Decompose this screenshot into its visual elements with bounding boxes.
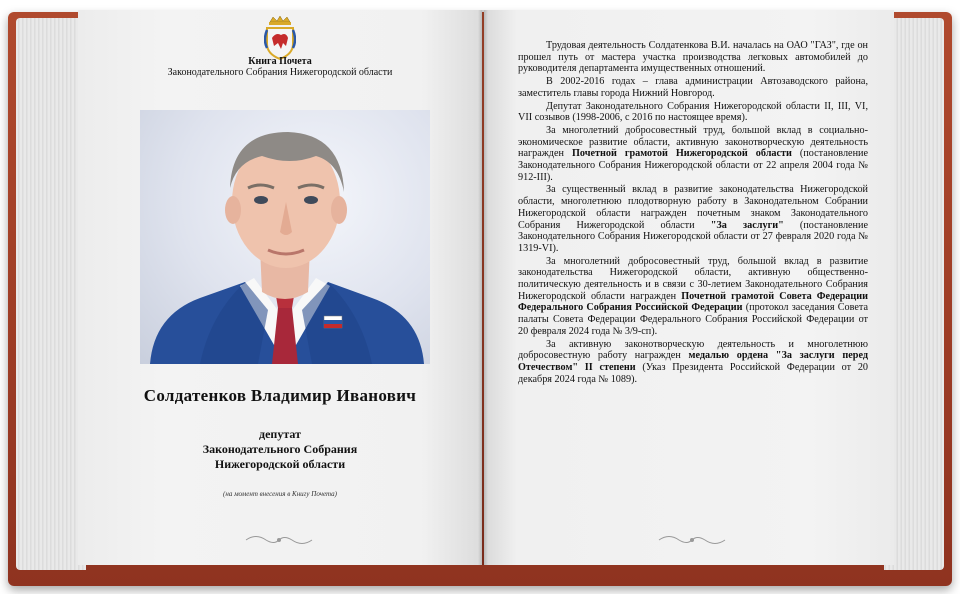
bio-paragraph bbox=[518, 256, 868, 338]
decorative-flourish-icon bbox=[244, 533, 314, 547]
bio-paragraph: В 2002-2016 годах – глава администрации Автозаводского района, заместитель главы города Нижний Новгород. bbox=[518, 76, 868, 99]
bio-paragraph: Депутат Законодательного Собрания Нижегородской области II, III, VI, VII созывов (1998-2006, с 2016 по настоящее время). bbox=[518, 100, 868, 124]
bio-paragraph: Трудовая деятельность Солдатенкова В.И. началась на ОАО "ГАЗ", где он прошел путь от мастера участка производства легковых автомобилей до руководителя департамента имущественных отношений. bbox=[518, 40, 868, 75]
position-title: депутат bbox=[259, 427, 301, 441]
portrait-illustration bbox=[140, 110, 430, 364]
award-name: медалью ордена "За заслуги перед Отечеством" II степени bbox=[518, 350, 868, 373]
coat-of-arms-icon bbox=[264, 16, 296, 60]
position-region: Нижегородской области bbox=[214, 457, 346, 471]
bio-paragraph bbox=[518, 125, 868, 184]
position-organization: Законодательного Собрания bbox=[202, 442, 358, 456]
biography-text bbox=[518, 40, 868, 386]
bio-text: (постановление Законодательного Собрания Нижегородской области от 27 февраля 2020 года № 1319-VI). bbox=[518, 219, 868, 254]
bio-text: За многолетний добросовестный труд, большой вклад в развитие законодательства Нижегородской области, активную общественно-политическую деятельность и в связи с 30-летием Законодательного Собрания Нижегородской области награжден bbox=[518, 255, 868, 302]
left-page bbox=[78, 10, 482, 565]
right-page bbox=[484, 10, 894, 565]
bio-paragraph bbox=[518, 339, 868, 386]
book-spine-shadow bbox=[478, 10, 488, 565]
bio-paragraph bbox=[518, 184, 868, 254]
book-subtitle: Законодательного Собрания Нижегородской области bbox=[167, 67, 393, 78]
entry-note: (на момент внесения в Книгу Почета) bbox=[223, 490, 337, 498]
portrait-photo bbox=[140, 110, 430, 364]
award-name: "За заслуги" bbox=[710, 219, 784, 231]
award-name: Почетной грамотой Совета Федерации Федерального Собрания Российской Федерации bbox=[518, 290, 868, 314]
book-title: Книга Почета bbox=[248, 56, 312, 67]
bio-text: За активную законотворческую деятельность и многолетнюю добросовестную работу награжден bbox=[518, 338, 868, 362]
page-stack-left bbox=[16, 18, 86, 570]
bio-text: За многолетний добросовестный труд, большой вклад в социально-экономическое развитие области, активную законотворческую деятельность награжден bbox=[518, 124, 868, 160]
bio-text: (постановление Законодательного Собрания Нижегородской области от 22 апреля 2004 года № 912-III). bbox=[518, 148, 868, 183]
bio-text: За существенный вклад в развитие законодательства Нижегородской области, многолетнюю плодотворную работу в Законодательном Собрании Нижегородской области награжден почетным знаком Законодательного Собрания Нижегородской области bbox=[518, 184, 868, 231]
bio-text: (протокол заседания Совета палаты Совета Федерации Федерального Собрания Российской Федерации от 20 февраля 2024 года № 3/9-сп). bbox=[518, 302, 869, 337]
person-name: Солдатенков Владимир Иванович bbox=[143, 386, 417, 405]
decorative-flourish-icon bbox=[657, 533, 727, 547]
award-name: Почетной грамотой Нижегородской области bbox=[571, 148, 792, 160]
bio-text: (Указ Президента Российской Федерации от 20 декабря 2024 года № 1089). bbox=[518, 361, 869, 385]
